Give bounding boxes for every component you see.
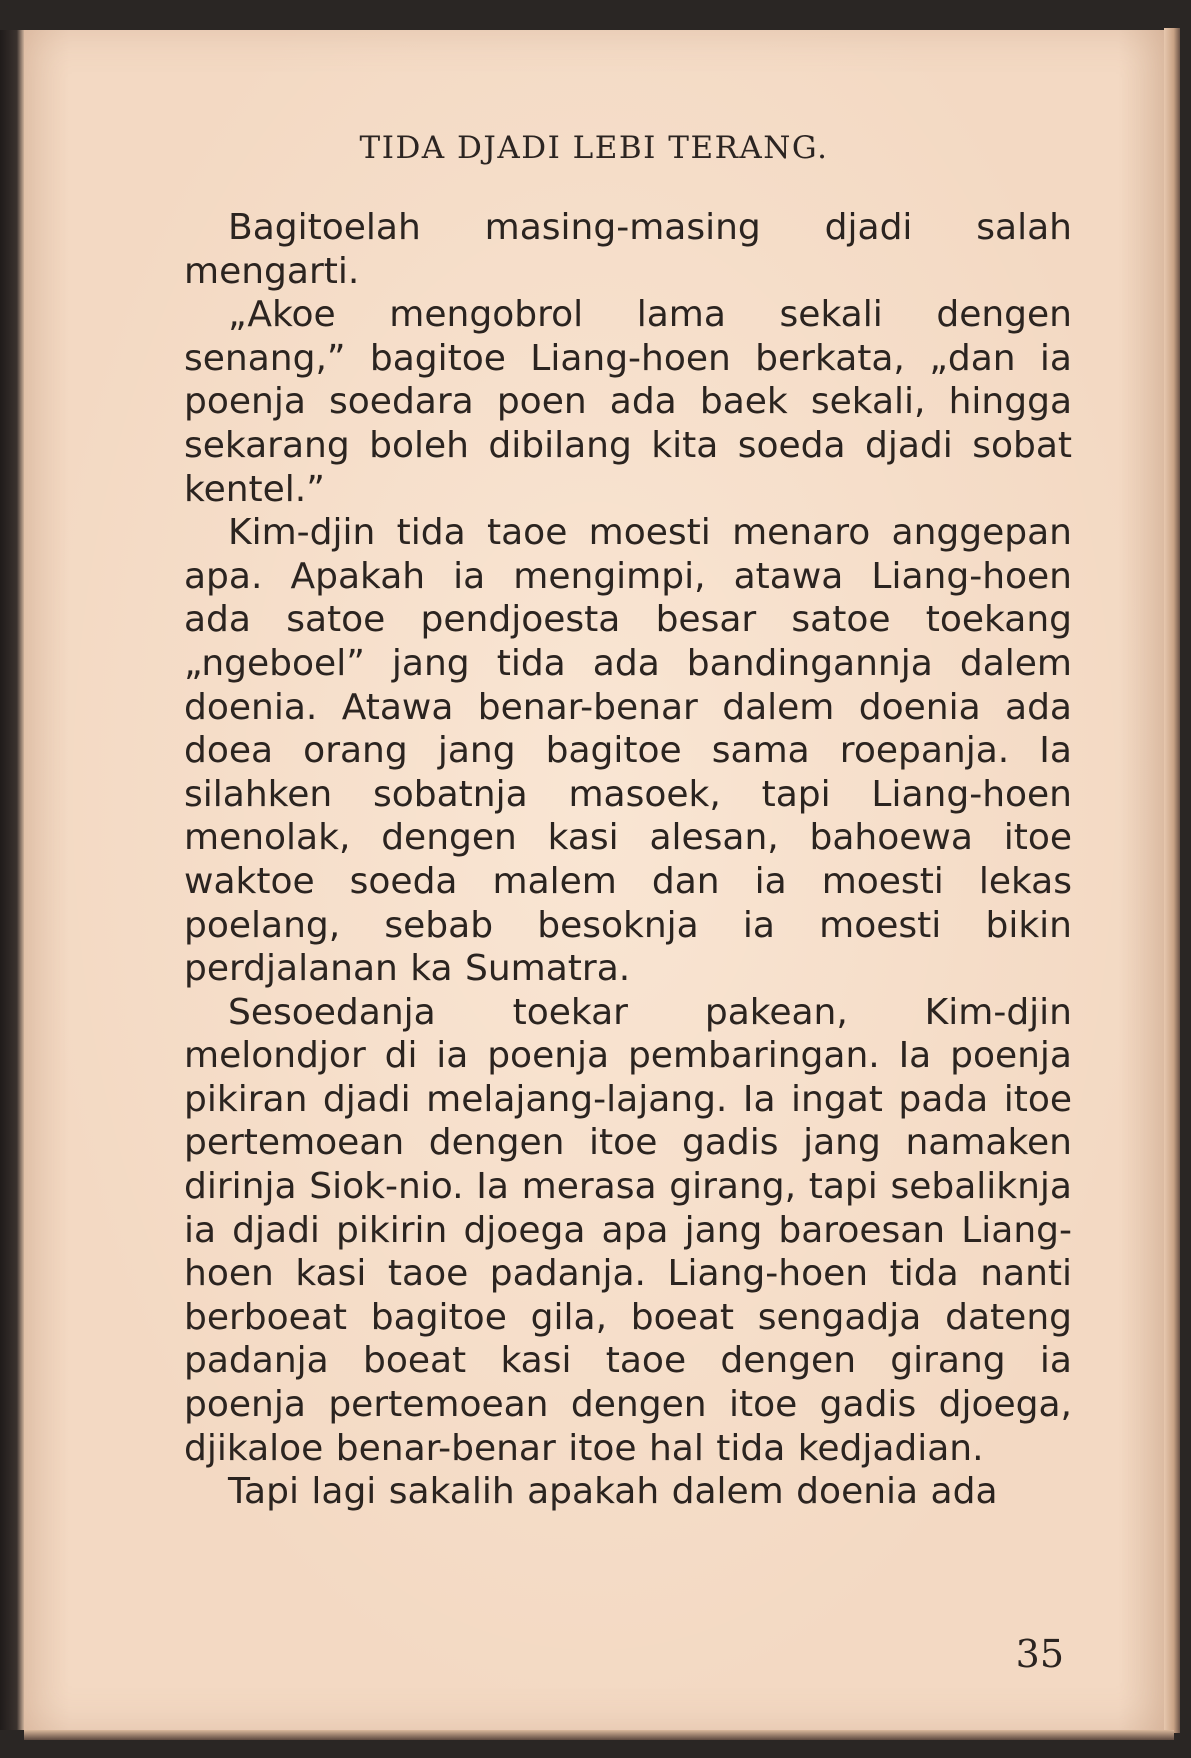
paper-page <box>24 30 1164 1730</box>
page-edge-bottom <box>24 1730 1174 1740</box>
book-spine <box>0 30 24 1730</box>
paragraph-3: Kim-djin tida taoe moesti menaro anggepan apa. Apakah ia mengimpi, atawa Liang-hoen ada satoe pendjoesta besar satoe toekang „ngeboel” jang tida ada bandingannja dalem doenia. Atawa benar-benar dalem doenia ada doea orang jang bagitoe sama roepanja. Ia silahken sobatnja masoek, tapi Liang-hoen menolak, dengen kasi alesan, bahoewa itoe waktoe soeda malem dan ia moesti lekas poelang, sebab besoknja ia moesti bikin perdjalanan ka Sumatra. <box>184 512 1072 990</box>
paragraph-5: Tapi lagi sakalih apakah dalem doenia ada <box>228 1471 998 1513</box>
page-number: 35 <box>1015 1632 1064 1676</box>
paragraph-1: Bagitoelah masing-masing djadi salah mengarti. <box>184 207 1072 292</box>
paragraph-4: Sesoedanja toekar pakean, Kim-djin melondjor di ia poenja pembaringan. Ia poenja pikiran djadi melajang-lajang. Ia ingat pada itoe pertemoean dengen itoe gadis jang namaken dirinja Siok-nio. Ia merasa girang, tapi sebaliknja ia djadi pikirin djoega apa jang baroesan Liang-hoen kasi taoe padanja. Liang-hoen tida nanti berboeat bagitoe gila, boeat sengadja dateng padanja boeat kasi taoe dengen girang ia poenja pertemoean dengen itoe gadis djoega, djikaloe benar-benar itoe hal tida kedjadian. <box>184 991 1072 1469</box>
page-edge-right <box>1164 28 1180 1733</box>
paragraph-2: „Akoe mengobrol lama sekali dengen senang,” bagitoe Liang-hoen berkata, „dan ia poenja soedara poen ada baek sekali, hingga sekarang boleh dibilang kita soeda djadi sobat kentel.” <box>184 294 1072 510</box>
body-text <box>184 206 1072 1514</box>
running-head: TIDA DJADI LEBI TERANG. <box>359 130 829 166</box>
